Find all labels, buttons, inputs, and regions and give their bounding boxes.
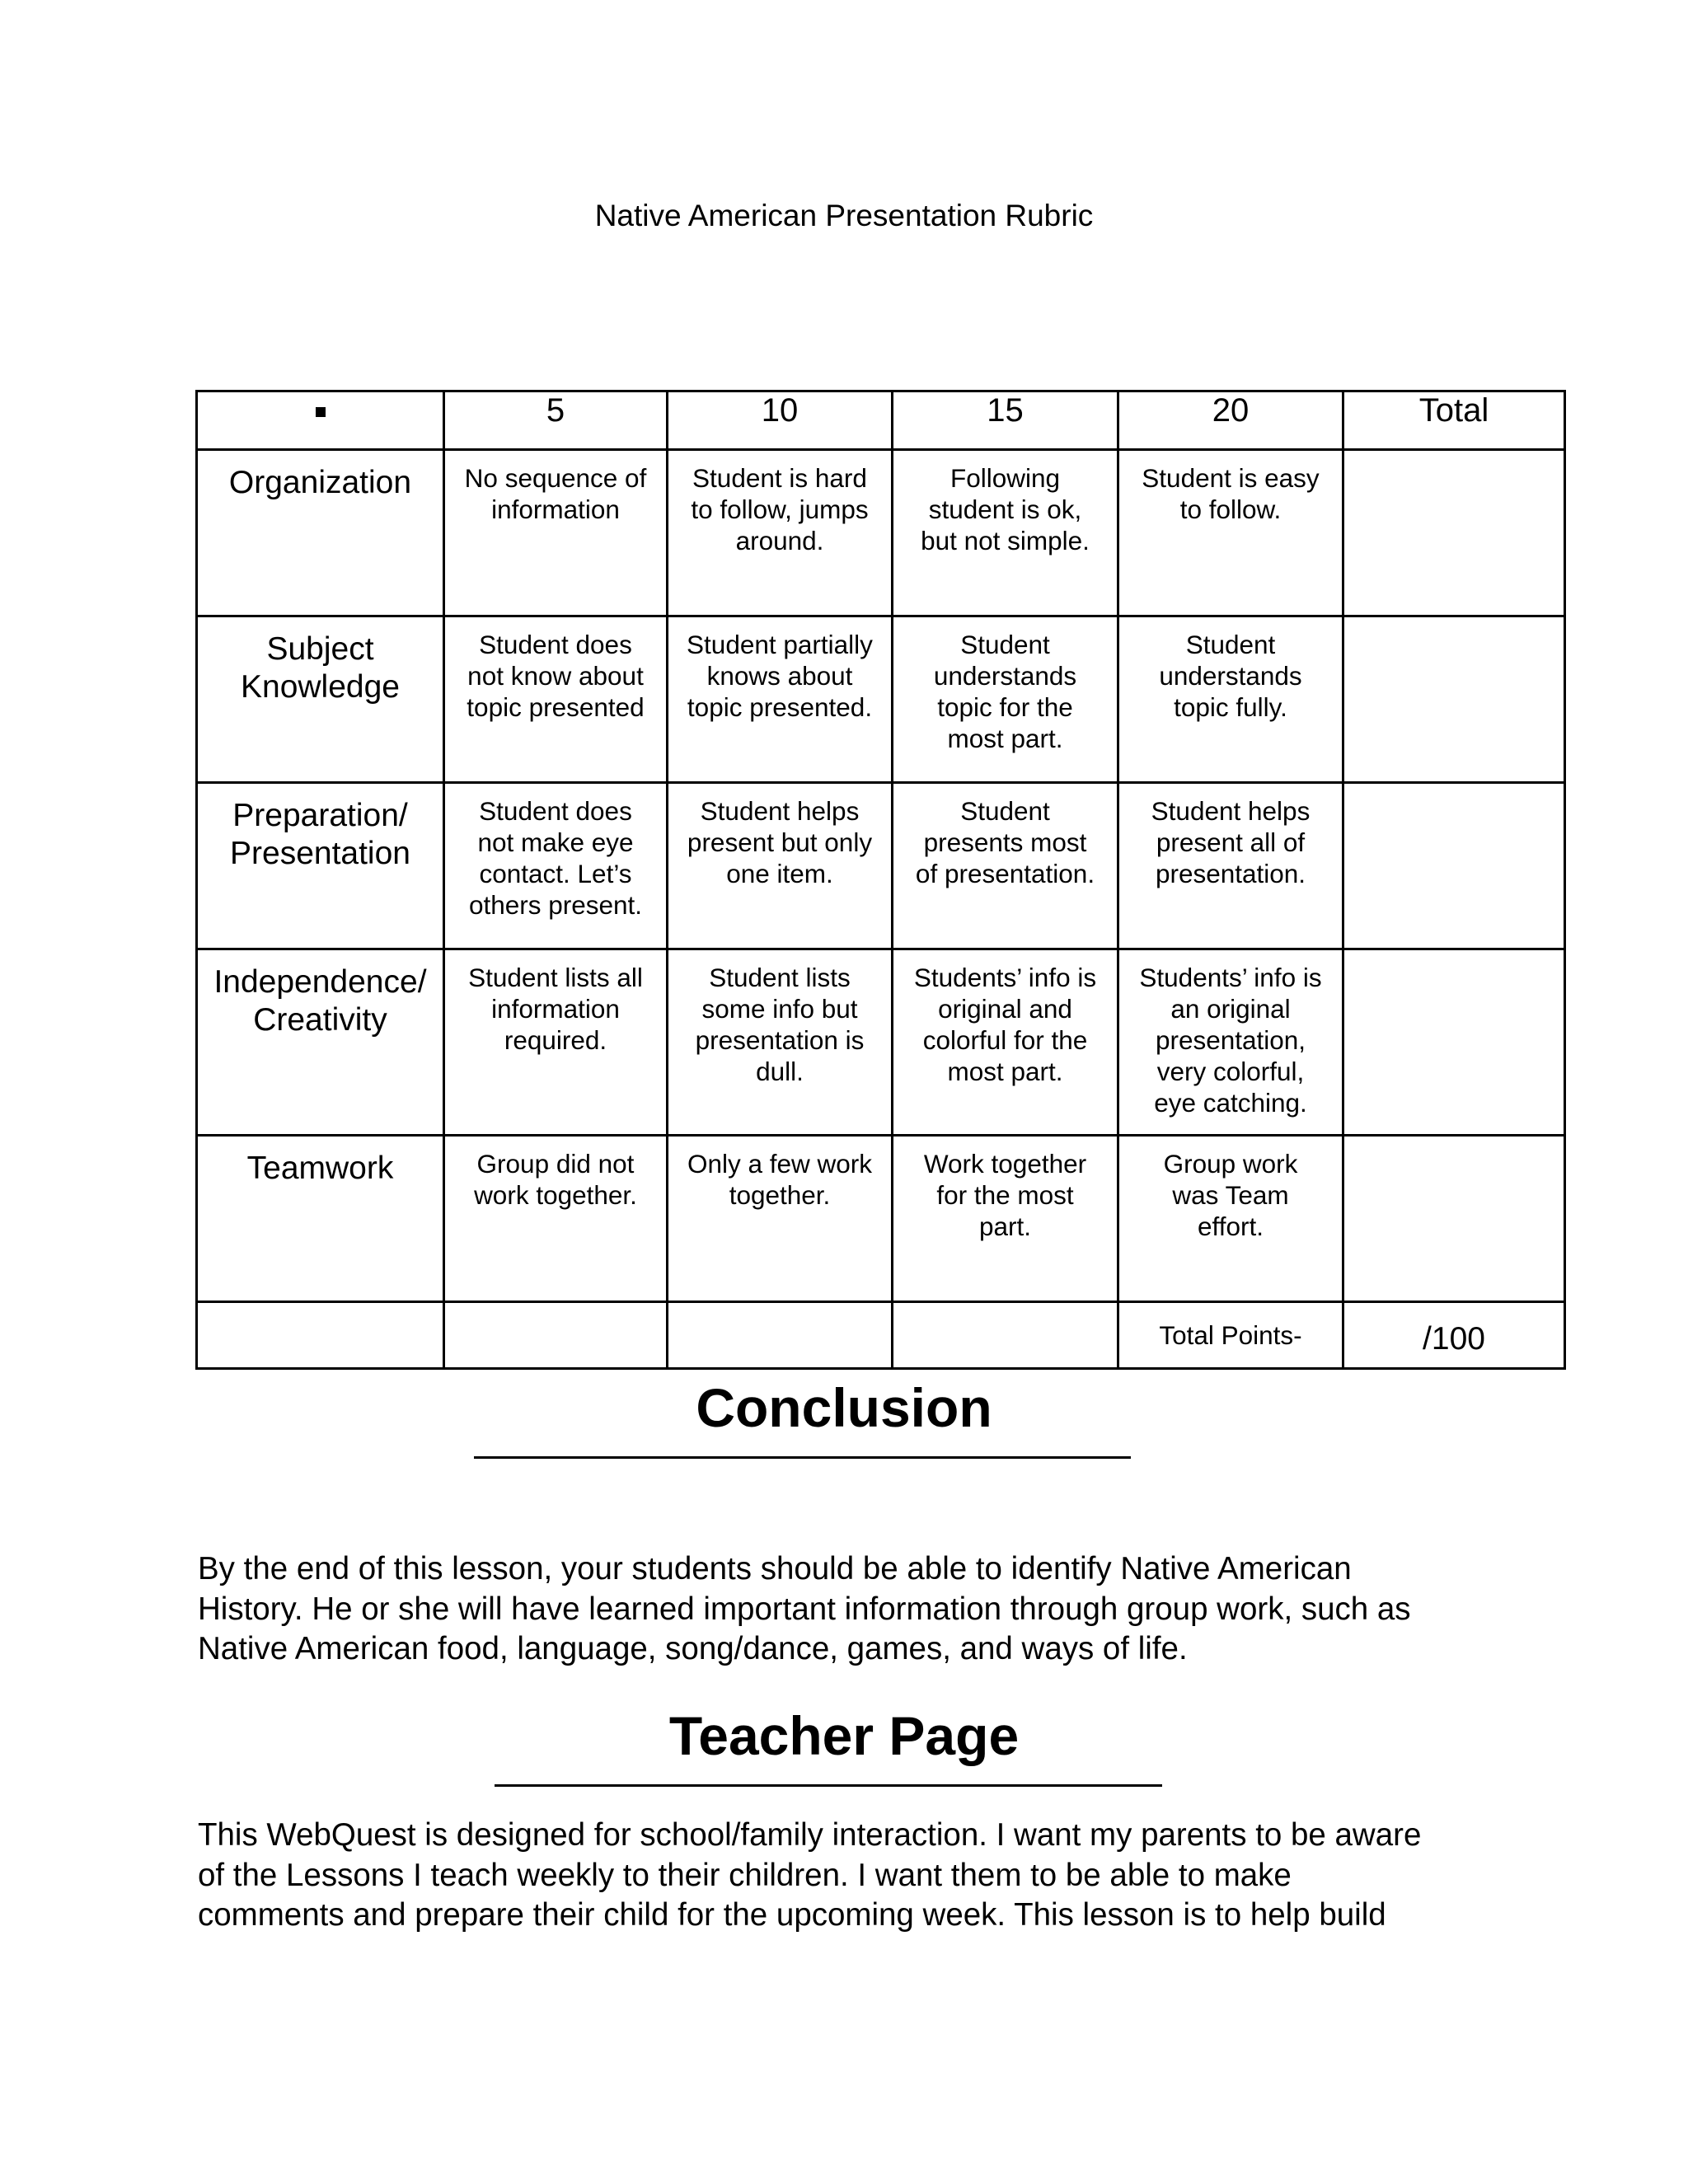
- empty-cell: [893, 1302, 1118, 1369]
- rubric-cell: Student understands topic for the most part.: [893, 616, 1118, 783]
- rubric-row-preparation: [197, 783, 1565, 949]
- rubric-cell: Group did not work together.: [444, 1136, 668, 1302]
- rubric-cell: Student presents most of presentation.: [893, 783, 1118, 949]
- rubric-cell: Student is easy to follow.: [1118, 450, 1343, 616]
- conclusion-divider: [474, 1456, 1131, 1459]
- rubric-cell: Student is hard to follow, jumps around.: [668, 450, 893, 616]
- total-cell-independence: [1343, 949, 1565, 1136]
- score-header-15: 15: [893, 391, 1118, 450]
- rubric-row-teamwork: [197, 1136, 1565, 1302]
- rubric-footer-row: [197, 1302, 1565, 1369]
- rubric-cell: Students’ info is original and colorful for the most part.: [893, 949, 1118, 1136]
- rubric-cell: Student does not know about topic presented: [444, 616, 668, 783]
- row-label-organization: Organization: [197, 450, 444, 616]
- rubric-header-row: [197, 391, 1565, 450]
- row-label-preparation: Preparation/ Presentation: [197, 783, 444, 949]
- teacher-page-divider: [495, 1784, 1162, 1787]
- total-points-label: Total Points-: [1118, 1302, 1343, 1369]
- row-label-independence: Independence/ Creativity: [197, 949, 444, 1136]
- total-cell-organization: [1343, 450, 1565, 616]
- empty-cell: [444, 1302, 668, 1369]
- bullet-icon: [316, 407, 326, 417]
- total-header: Total: [1343, 391, 1565, 450]
- rubric-cell: Work together for the most part.: [893, 1136, 1118, 1302]
- rubric-cell: Student lists some info but presentation is dull.: [668, 949, 893, 1136]
- document-title: Native American Presentation Rubric: [594, 199, 1094, 232]
- rubric-cell: Student helps present but only one item.: [668, 783, 893, 949]
- row-label-subject-knowledge: Subject Knowledge: [197, 616, 444, 783]
- total-cell-teamwork: [1343, 1136, 1565, 1302]
- score-header-20: 20: [1118, 391, 1343, 450]
- rubric-table: [195, 390, 1566, 1370]
- rubric-row-organization: [197, 450, 1565, 616]
- empty-cell: [668, 1302, 893, 1369]
- rubric-cell: Group work was Team effort.: [1118, 1136, 1343, 1302]
- total-points-value: /100: [1343, 1302, 1565, 1369]
- total-cell-preparation: [1343, 783, 1565, 949]
- rubric-row-independence: [197, 949, 1565, 1136]
- teacher-page-paragraph: This WebQuest is designed for school/family interaction. I want my parents to be aware of the Lessons I teach weekly to their children. I want them to be able to make comments and prepare their child for the upcoming week. This lesson is to help build: [198, 1817, 1422, 1933]
- rubric-cell: Student does not make eye contact. Let’s others present.: [444, 783, 668, 949]
- total-cell-subject-knowledge: [1343, 616, 1565, 783]
- rubric-row-subject-knowledge: [197, 616, 1565, 783]
- rubric-cell: Student understands topic fully.: [1118, 616, 1343, 783]
- rubric-cell: Student helps present all of presentation.: [1118, 783, 1343, 949]
- rubric-cell: Student partially knows about topic presented.: [668, 616, 893, 783]
- rubric-cell: Following student is ok, but not simple.: [893, 450, 1118, 616]
- score-header-5: 5: [444, 391, 668, 450]
- conclusion-paragraph: By the end of this lesson, your students should be able to identify Native American History. He or she will have learned important information through group work, such as Native American food, language, song/dance, games, and ways of life.: [198, 1551, 1411, 1666]
- rubric-cell: Only a few work together.: [668, 1136, 893, 1302]
- rubric-cell: Students’ info is an original presentation, very colorful, eye catching.: [1118, 949, 1343, 1136]
- rubric-corner-cell: [197, 391, 444, 450]
- conclusion-heading: Conclusion: [696, 1377, 992, 1438]
- row-label-teamwork: Teamwork: [197, 1136, 444, 1302]
- empty-cell: [197, 1302, 444, 1369]
- score-header-10: 10: [668, 391, 893, 450]
- teacher-page-heading: Teacher Page: [668, 1705, 1020, 1766]
- rubric-cell: Student lists all information required.: [444, 949, 668, 1136]
- rubric-cell: No sequence of information: [444, 450, 668, 616]
